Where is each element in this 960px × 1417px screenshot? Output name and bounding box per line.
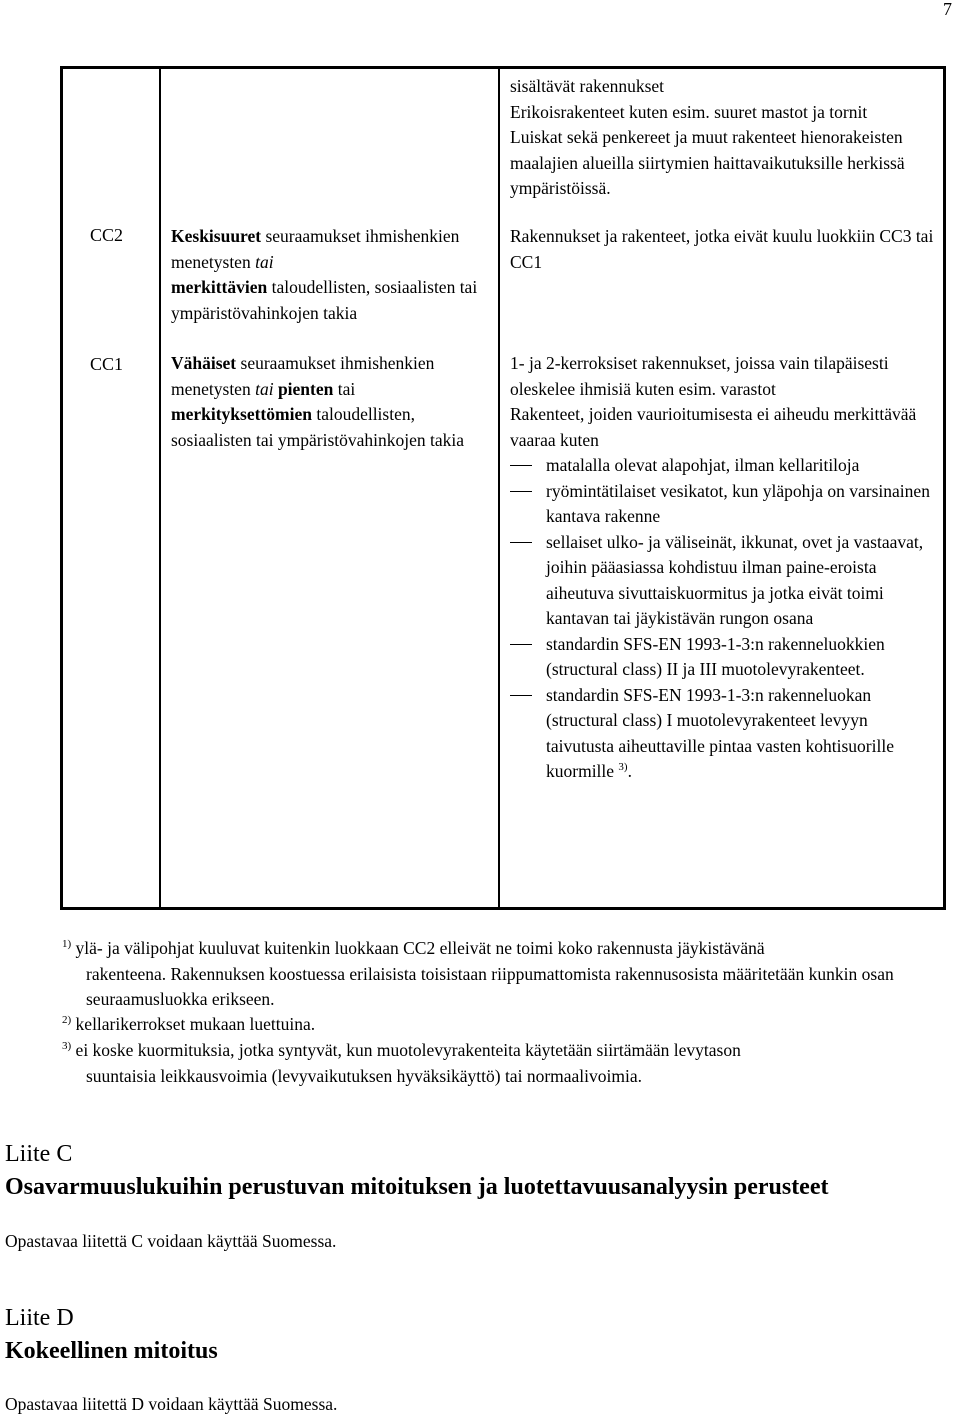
cc2-bold-1: Keskisuuret xyxy=(171,226,262,246)
cc2-label: CC2 xyxy=(90,225,124,245)
footnote-3-first-line: ei koske kuormituksia, jotka syntyvät, kun muotolevyrakenteita käytetään siirtämään levytason xyxy=(71,1040,741,1060)
cc1-text-1: seuraamukset ihmishenkien menetysten xyxy=(171,353,435,399)
cc2-bold-2: merkittävien xyxy=(171,277,268,297)
consequence-class-table xyxy=(60,66,946,910)
cc1-examples-para-2: Rakenteet, joiden vaurioitumisesta ei aiheudu merkittävää vaaraa kuten xyxy=(510,404,917,450)
footnote-1-rest: rakenteena. Rakennuksen koostuessa erilaisista toisistaan riippumattomista rakennusosista määritetään kunkin osan seuraamusluokka erikseen. xyxy=(86,963,894,1009)
footnote-2 xyxy=(62,1012,952,1038)
footnote-1-first-line: ylä- ja välipohjat kuuluvat kuitenkin luokkaan CC2 elleivät ne toimi koko rakennusta jäykistävänä xyxy=(71,938,765,958)
cc1-text-3: taloudellisten, sosiaalisten tai ympäristövahinkojen takia xyxy=(171,404,465,450)
appendix-d-subtitle: Kokeellinen mitoitus xyxy=(5,1338,218,1364)
cc1-examples xyxy=(510,351,935,785)
list-item: ryömintätilaiset vesikatot, kun yläpohja on varsinainen kantava rakenne xyxy=(510,479,935,530)
appendix-c-subtitle: Osavarmuuslukuihin perustuvan mitoituksen ja luotettavuusanalyysin perusteet xyxy=(5,1174,829,1200)
footnote-2-first-line: kellarikerrokset mukaan luettuina. xyxy=(71,1014,316,1034)
list-item: matalalla olevat alapohjat, ilman kellaritiloja xyxy=(510,453,935,479)
cc2-examples: Rakennukset ja rakenteet, jotka eivät kuulu luokkiin CC3 tai CC1 xyxy=(510,226,934,272)
continued-text-1: sisältävät rakennukset xyxy=(510,76,665,96)
list-item: sellaiset ulko- ja väliseinät, ikkunat, ovet ja vastaavat, joihin pääasiassa kohdistuu ilman paine-eroista aiheutuva sivuttaiskuormitus ja jotka eivät toimi kantavan tai jäykistävän rungon osana xyxy=(510,530,935,632)
list-item: standardin SFS-EN 1993-1-3:n rakenneluokkien (structural class) II ja III muotolevyrakenteet. xyxy=(510,632,935,683)
cc2-consequence xyxy=(171,224,491,326)
continued-text-3: Luiskat sekä penkereet ja muut rakenteet hienorakeisten maalajien alueilla siirtymien haittavaikutuksille herkissä ympäristöissä. xyxy=(510,127,905,198)
table-column-divider-2 xyxy=(498,69,500,907)
table-column-divider-1 xyxy=(159,69,161,907)
cc1-examples-para-1: 1- ja 2-kerroksiset rakennukset, joissa vain tilapäisesti oleskelee ihmisiä kuten esim. varastot xyxy=(510,353,889,399)
last-bullet-end: . xyxy=(627,761,632,781)
cc2-italic: tai xyxy=(255,251,274,272)
footnote-3 xyxy=(62,1038,952,1089)
cc1-bold-3: merkityksettömien xyxy=(171,404,312,424)
cc2-text-1: seuraamukset ihmishenkien menetysten xyxy=(171,226,460,272)
footnote-ref-3: 3) xyxy=(618,761,628,774)
appendix-c-title: Liite C xyxy=(5,1141,73,1167)
last-bullet-text: standardin SFS-EN 1993-1-3:n rakenneluokan (structural class) I muotolevyrakenteet levyyn taivutusta aiheuttaville pintaa vasten kohtisuorille kuormille xyxy=(546,684,894,781)
cc2-text-2: taloudellisten, sosiaalisten tai ympäristövahinkojen takia xyxy=(171,277,478,323)
cc1-bold-1: Vähäiset xyxy=(171,353,237,373)
list-item xyxy=(510,683,935,785)
examples-cell-continued xyxy=(510,74,935,202)
appendix-c-note: Opastavaa liitettä C voidaan käyttää Suomessa. xyxy=(5,1231,337,1251)
footnote-1 xyxy=(62,936,952,1013)
cc1-consequence xyxy=(171,351,491,453)
cc1-text-2: tai xyxy=(333,378,356,399)
page-number: 7 xyxy=(943,0,952,19)
appendix-d-note: Opastavaa liitettä D voidaan käyttää Suomessa. xyxy=(5,1394,338,1414)
appendix-d-title: Liite D xyxy=(5,1305,74,1331)
cc1-label: CC1 xyxy=(90,354,124,374)
footnote-3-rest: suuntaisia leikkausvoimia (levyvaikutuksen hyväksikäyttö) tai normaalivoimia. xyxy=(86,1065,642,1086)
footnote-marker-1: 1) xyxy=(62,938,72,951)
footnote-marker-3: 3) xyxy=(62,1040,72,1053)
cc1-bold-2: pienten xyxy=(277,378,334,399)
cc1-italic: tai xyxy=(255,378,274,399)
continued-text-2: Erikoisrakenteet kuten esim. suuret mastot ja tornit xyxy=(510,101,868,122)
cc1-examples-list xyxy=(510,453,935,785)
footnote-marker-2: 2) xyxy=(62,1014,72,1027)
